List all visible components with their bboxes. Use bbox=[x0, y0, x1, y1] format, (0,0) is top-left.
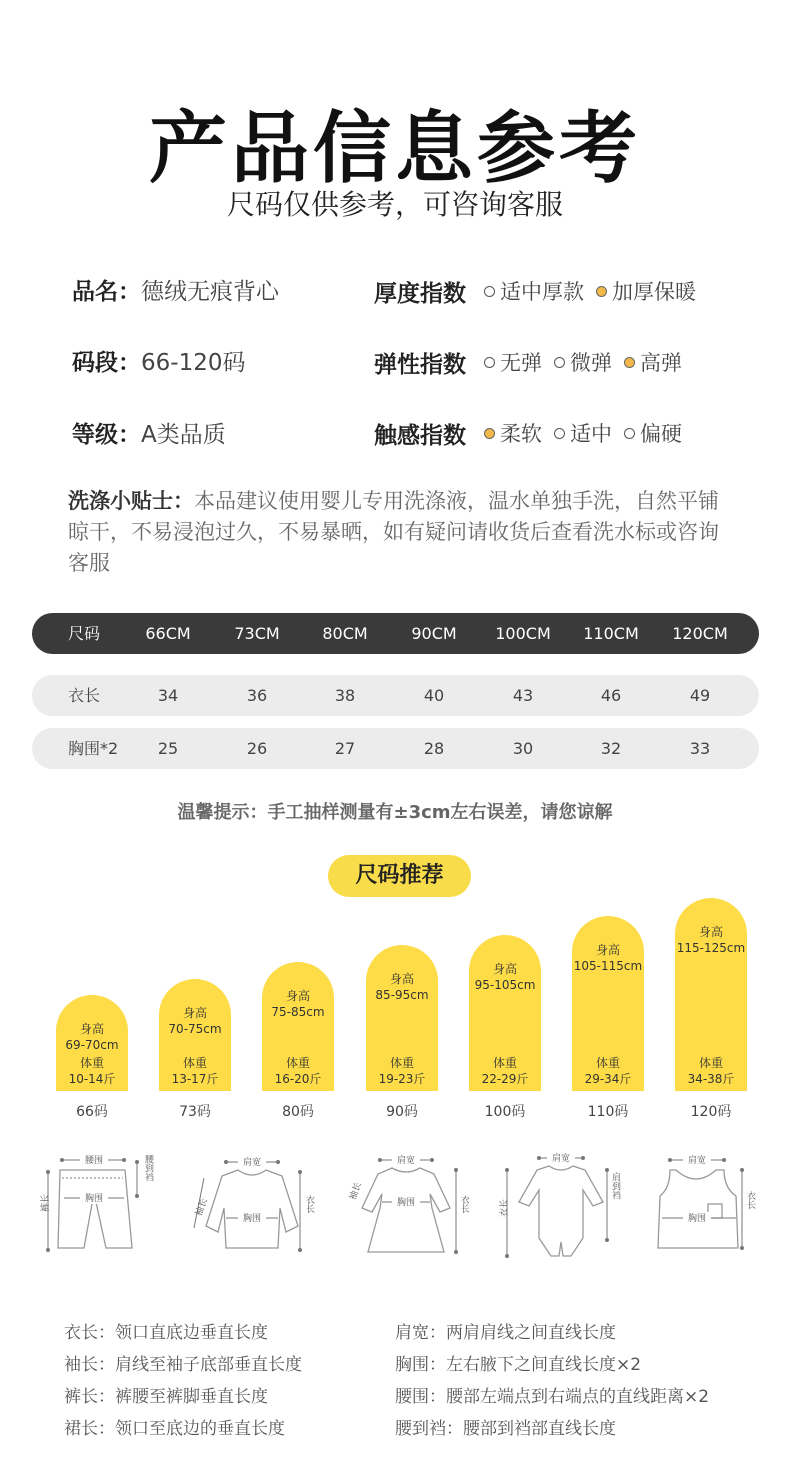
height-range: 75-85cm bbox=[271, 1005, 325, 1019]
definition-item: 肩宽：两肩肩线之间直线长度 bbox=[395, 1323, 616, 1343]
size-label: 120码 bbox=[690, 1104, 732, 1120]
info-size bbox=[72, 344, 245, 384]
weight-label: 体重 bbox=[698, 1056, 723, 1070]
sweater-shoulder-label: 肩宽 bbox=[242, 1158, 262, 1168]
table-cell: 30 bbox=[512, 739, 534, 758]
table-cell: 26 bbox=[246, 739, 268, 758]
info-grade-value: A类品质 bbox=[141, 422, 226, 448]
table-cell: 40 bbox=[423, 686, 445, 705]
table-cell: 胸围*2 bbox=[68, 739, 119, 758]
definition-item: 衣长：领口直底边垂直长度 bbox=[64, 1323, 268, 1343]
touch-option: 适中 bbox=[554, 418, 612, 448]
table-cell: 25 bbox=[157, 739, 179, 758]
thickness-index bbox=[374, 271, 708, 311]
pants-length-label: 裤长 bbox=[41, 1193, 51, 1213]
height-label: 身高 bbox=[389, 972, 414, 986]
weight-range: 19-23斤 bbox=[378, 1072, 426, 1086]
romper-crotch-label: 肩到裆 bbox=[610, 1172, 620, 1200]
weight-label: 体重 bbox=[595, 1056, 620, 1070]
table-cell: 27 bbox=[334, 739, 356, 758]
sweater-sleeve-label: 袖长 bbox=[194, 1197, 210, 1218]
definition-item: 裤长：裤腰至裤脚垂直长度 bbox=[64, 1387, 268, 1407]
elasticity-index bbox=[374, 342, 694, 382]
size-label: 100码 bbox=[484, 1104, 526, 1120]
table-header-cell: 66CM bbox=[145, 624, 191, 643]
height-range: 69-70cm bbox=[65, 1038, 119, 1052]
pants-waist-label: 腰围 bbox=[84, 1156, 104, 1166]
touch-option: 偏硬 bbox=[624, 418, 682, 448]
height-label: 身高 bbox=[182, 1006, 207, 1020]
dress-length-label: 衣长 bbox=[459, 1195, 469, 1213]
info-name bbox=[72, 273, 279, 313]
weight-label: 体重 bbox=[285, 1056, 310, 1070]
romper-diagram-icon bbox=[497, 1148, 627, 1263]
info-name-label: 品名： bbox=[72, 279, 141, 305]
table-cell: 33 bbox=[689, 739, 711, 758]
definition-item: 胸围：左右腋下之间直线长度×2 bbox=[395, 1355, 642, 1375]
size-recommend-bar bbox=[56, 995, 128, 1091]
weight-label: 体重 bbox=[182, 1056, 207, 1070]
radio-filled-icon bbox=[624, 357, 635, 368]
size-recommend-bar bbox=[469, 935, 541, 1091]
table-cell: 46 bbox=[600, 686, 622, 705]
pants-crotch-label: 腰到裆 bbox=[143, 1154, 153, 1182]
size-recommend-bar bbox=[159, 979, 231, 1091]
table-header-cell: 73CM bbox=[234, 624, 280, 643]
height-label: 身高 bbox=[492, 962, 517, 976]
table-header-cell: 80CM bbox=[322, 624, 368, 643]
height-range: 70-75cm bbox=[168, 1022, 222, 1036]
pants-hip-label: 胸围 bbox=[84, 1194, 104, 1204]
size-label: 90码 bbox=[386, 1104, 418, 1120]
height-label: 身高 bbox=[285, 989, 310, 1003]
size-recommend-bar bbox=[675, 898, 747, 1091]
info-size-label: 码段： bbox=[72, 350, 141, 376]
info-name-value: 德绒无痕背心 bbox=[141, 279, 279, 305]
weight-label: 体重 bbox=[492, 1056, 517, 1070]
radio-empty-icon bbox=[624, 428, 635, 439]
vest-diagram-icon bbox=[648, 1148, 758, 1263]
romper-shoulder-label: 肩宽 bbox=[551, 1154, 571, 1164]
table-cell: 38 bbox=[334, 686, 356, 705]
radio-empty-icon bbox=[554, 428, 565, 439]
measurement-tip: 温馨提示：手工抽样测量有±3cm左右误差，请您谅解 bbox=[177, 802, 613, 823]
radio-empty-icon bbox=[484, 286, 495, 297]
elasticity-option: 无弹 bbox=[484, 347, 542, 377]
weight-range: 22-29斤 bbox=[481, 1072, 529, 1086]
weight-range: 29-34斤 bbox=[584, 1072, 632, 1086]
info-grade-label: 等级： bbox=[72, 422, 141, 448]
size-recommend-bar bbox=[572, 916, 644, 1091]
vest-length-label: 衣长 bbox=[745, 1191, 755, 1209]
page-subtitle: 尺码仅供参考，可咨询客服 bbox=[226, 188, 563, 221]
table-cell: 43 bbox=[512, 686, 534, 705]
definition-item: 腰围：腰部左端点到右端点的直线距离×2 bbox=[395, 1387, 710, 1407]
sweater-diagram-icon bbox=[190, 1148, 315, 1263]
dress-sleeve-label: 袖长 bbox=[348, 1181, 364, 1202]
table-header-cell: 100CM bbox=[495, 624, 551, 643]
radio-filled-icon bbox=[484, 428, 495, 439]
height-label: 身高 bbox=[595, 943, 620, 957]
sweater-length-label: 衣长 bbox=[304, 1195, 314, 1213]
weight-range: 13-17斤 bbox=[171, 1072, 219, 1086]
radio-empty-icon bbox=[484, 357, 495, 368]
height-range: 95-105cm bbox=[474, 978, 536, 992]
table-cell: 36 bbox=[246, 686, 268, 705]
definition-item: 腰到裆：腰部到裆部直线长度 bbox=[395, 1419, 616, 1439]
thickness-option: 适中厚款 bbox=[484, 276, 584, 306]
table-header-cell: 120CM bbox=[672, 624, 728, 643]
dress-chest-label: 胸围 bbox=[396, 1198, 416, 1208]
weight-range: 34-38斤 bbox=[687, 1072, 735, 1086]
weight-range: 10-14斤 bbox=[68, 1072, 116, 1086]
table-row bbox=[32, 728, 759, 769]
sweater-chest-label: 胸围 bbox=[242, 1214, 262, 1224]
dress-diagram-icon bbox=[344, 1148, 469, 1263]
table-header-cell: 110CM bbox=[583, 624, 639, 643]
weight-range: 16-20斤 bbox=[274, 1072, 322, 1086]
thickness-option: 加厚保暖 bbox=[596, 276, 696, 306]
recommend-title: 尺码推荐 bbox=[328, 855, 471, 897]
size-recommend-bar bbox=[366, 945, 438, 1091]
definition-item: 袖长：肩线至袖子底部垂直长度 bbox=[64, 1355, 302, 1375]
pants-diagram-icon bbox=[40, 1148, 165, 1263]
wash-tips bbox=[68, 486, 728, 579]
height-label: 身高 bbox=[698, 925, 723, 939]
elasticity-option: 微弹 bbox=[554, 347, 612, 377]
size-label: 110码 bbox=[587, 1104, 629, 1120]
radio-empty-icon bbox=[554, 357, 565, 368]
table-header-cell: 尺码 bbox=[68, 624, 101, 643]
size-label: 66码 bbox=[76, 1104, 108, 1120]
height-range: 105-115cm bbox=[573, 959, 643, 973]
table-cell: 49 bbox=[689, 686, 711, 705]
vest-chest-label: 胸围 bbox=[687, 1214, 707, 1224]
size-recommend-bar bbox=[262, 962, 334, 1091]
page-title: 产品信息参考 bbox=[148, 104, 641, 194]
table-cell: 32 bbox=[600, 739, 622, 758]
table-header-cell: 90CM bbox=[411, 624, 457, 643]
touch-index bbox=[374, 413, 694, 453]
dress-shoulder-label: 肩宽 bbox=[396, 1156, 416, 1166]
height-range: 115-125cm bbox=[676, 941, 746, 955]
table-row bbox=[32, 675, 759, 716]
height-label: 身高 bbox=[79, 1022, 104, 1036]
definition-item: 裙长：领口至底边的垂直长度 bbox=[64, 1419, 285, 1439]
table-cell: 34 bbox=[157, 686, 179, 705]
radio-filled-icon bbox=[596, 286, 607, 297]
wash-tips-text: 本品建议使用婴儿专用洗涤液，温水单独手洗，自然平铺晾干，不易浸泡过久，不易暴晒，如有疑问请收货后查看洗水标或咨询客服 bbox=[68, 489, 719, 575]
table-cell: 28 bbox=[423, 739, 445, 758]
elasticity-option: 高弹 bbox=[624, 347, 682, 377]
size-table-header bbox=[32, 613, 759, 654]
height-range: 85-95cm bbox=[375, 988, 429, 1002]
wash-tips-label: 洗涤小贴士： bbox=[68, 489, 194, 513]
table-cell: 衣长 bbox=[68, 686, 101, 705]
touch-option: 柔软 bbox=[484, 418, 542, 448]
info-size-value: 66-120码 bbox=[141, 350, 246, 376]
vest-shoulder-label: 肩宽 bbox=[687, 1156, 707, 1166]
elasticity-label: 弹性指数 bbox=[374, 351, 466, 378]
info-grade bbox=[72, 416, 226, 456]
weight-label: 体重 bbox=[79, 1056, 104, 1070]
size-label: 80码 bbox=[282, 1104, 314, 1120]
weight-label: 体重 bbox=[389, 1056, 414, 1070]
size-label: 73码 bbox=[179, 1104, 211, 1120]
romper-length-label: 衣长 bbox=[500, 1198, 510, 1218]
touch-label: 触感指数 bbox=[374, 422, 466, 449]
thickness-label: 厚度指数 bbox=[374, 280, 466, 307]
